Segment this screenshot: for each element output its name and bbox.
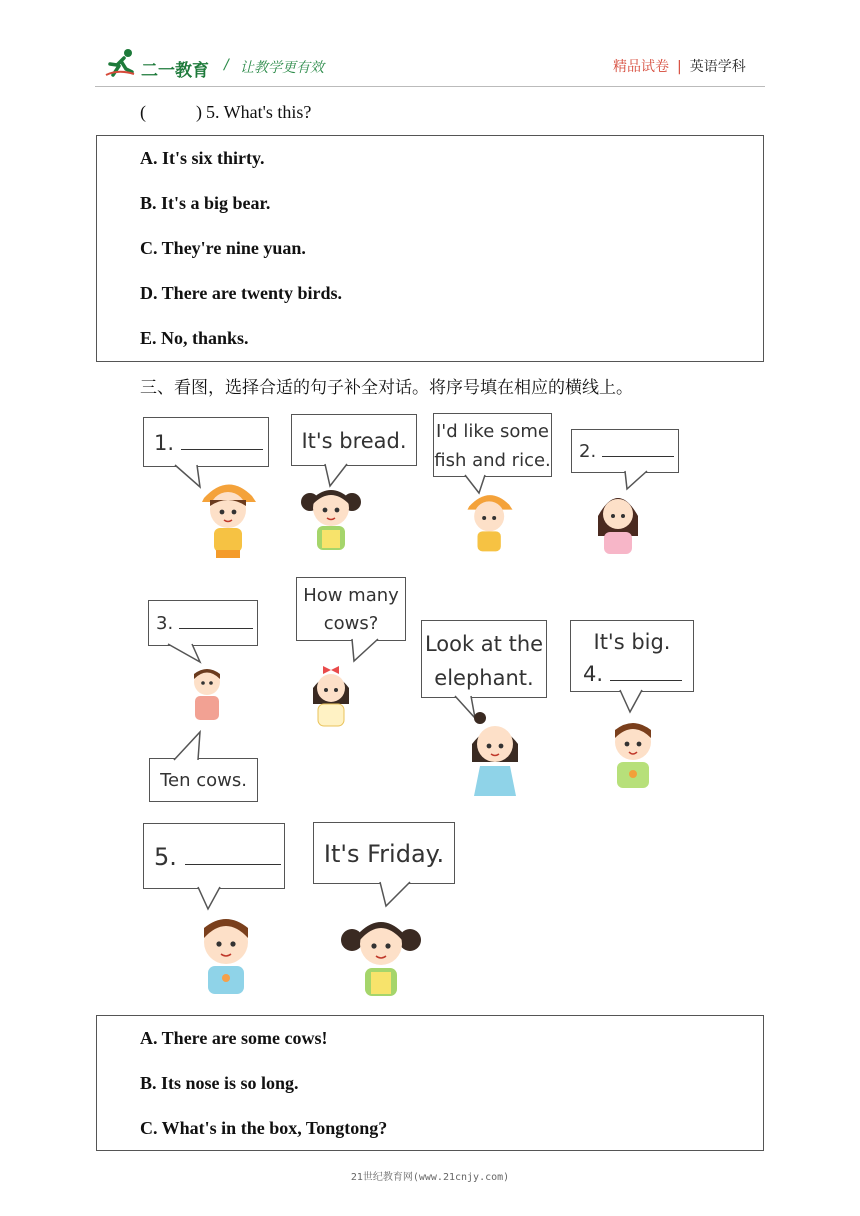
- s3-option-a: A. There are some cows!: [140, 1028, 328, 1048]
- girl-bow-illustration: [305, 660, 357, 732]
- footer-text: 21世纪教育网(www.21cnjy.com): [350, 1172, 510, 1183]
- s3-option-b: B. Its nose is so long.: [140, 1073, 299, 1093]
- bubble-how-many-tail: [352, 639, 392, 665]
- bubble-3-tail: [168, 644, 208, 666]
- header-slogan: 让教学更有效: [240, 60, 324, 76]
- runner-logo-icon: [104, 48, 138, 78]
- boy-cap-illustration: [198, 476, 260, 560]
- blank-3-number: 3.: [156, 613, 174, 634]
- tag-subject: 英语学科: [689, 59, 746, 75]
- section-3-title: 三、看图，选择合适的句子补全对话。将序号填在相应的横线上。: [140, 378, 633, 398]
- speech-bubble-fish: [433, 413, 552, 477]
- elephant-line-1: Look at the: [424, 632, 544, 656]
- elephant-line-2: elephant.: [434, 666, 534, 690]
- answer-paren-open: (: [140, 102, 146, 122]
- speech-bubble-friday: [313, 822, 455, 884]
- q5-option-c: C. They're nine yuan.: [140, 238, 306, 258]
- boy-blue-shirt-illustration: [188, 908, 266, 1000]
- blank-5-number: 5.: [154, 843, 177, 871]
- speech-bubble-2: [571, 429, 679, 473]
- question-5-text: 5. What's this?: [206, 102, 312, 122]
- header: [0, 0, 860, 90]
- answer-paren-close: ): [196, 102, 202, 122]
- blank-4-number: 4.: [583, 662, 604, 686]
- boy-small-illustration: [185, 664, 231, 730]
- s3-option-c: C. What's in the box, Tongtong?: [140, 1118, 388, 1138]
- how-many-line-2: cows?: [323, 613, 379, 634]
- header-tags: [613, 56, 746, 76]
- speech-bubble-ten-cows: [149, 758, 258, 802]
- speech-bubble-big: [570, 620, 694, 692]
- header-rule: [95, 86, 765, 87]
- fish-line-1: I'd like some: [436, 421, 549, 442]
- speech-bubble-5: [143, 823, 285, 889]
- q5-option-e: E. No, thanks.: [140, 328, 249, 348]
- bread-text: It's bread.: [301, 429, 407, 453]
- ten-cows-text: Ten cows.: [160, 770, 247, 791]
- girl-buns-illustration: [300, 480, 362, 558]
- q5-option-a: A. It's six thirty.: [140, 148, 265, 168]
- boy-green-shirt-illustration: [600, 712, 666, 796]
- girl-long-hair-illustration: [592, 486, 644, 558]
- girl-green-dress-illustration: [338, 910, 424, 1002]
- blank-4-row: [571, 658, 693, 690]
- speech-bubble-3: [148, 600, 258, 646]
- tag-premium: 精品试卷: [613, 59, 669, 75]
- blank-3-line: [179, 612, 253, 629]
- header-divider: /: [224, 57, 229, 73]
- bubble-ten-cows-tail: [170, 732, 210, 762]
- friday-text: It's Friday.: [323, 840, 445, 868]
- boy-cap-small-illustration: [464, 488, 516, 558]
- big-line-1: It's big.: [593, 630, 671, 654]
- speech-bubble-elephant: [421, 620, 547, 698]
- blank-2-number: 2.: [579, 441, 597, 462]
- tag-separator: |: [677, 59, 682, 75]
- speech-bubble-1: [143, 417, 269, 467]
- speech-bubble-bread: [291, 414, 417, 466]
- how-many-line-1: How many: [303, 585, 399, 606]
- logo-text: 二一教育: [141, 61, 209, 81]
- speech-bubble-how-many: [296, 577, 406, 641]
- blank-5-line: [185, 842, 281, 865]
- q5-option-b: B. It's a big bear.: [140, 193, 271, 213]
- blank-2-line: [602, 440, 674, 457]
- bubble-friday-tail: [380, 882, 420, 910]
- girl-blue-dress-illustration: [462, 710, 528, 800]
- blank-4-line: [610, 661, 682, 681]
- q5-option-d: D. There are twenty birds.: [140, 283, 342, 303]
- fish-line-2: fish and rice.: [434, 450, 551, 471]
- blank-1-number: 1.: [154, 431, 175, 455]
- blank-1-line: [181, 430, 263, 450]
